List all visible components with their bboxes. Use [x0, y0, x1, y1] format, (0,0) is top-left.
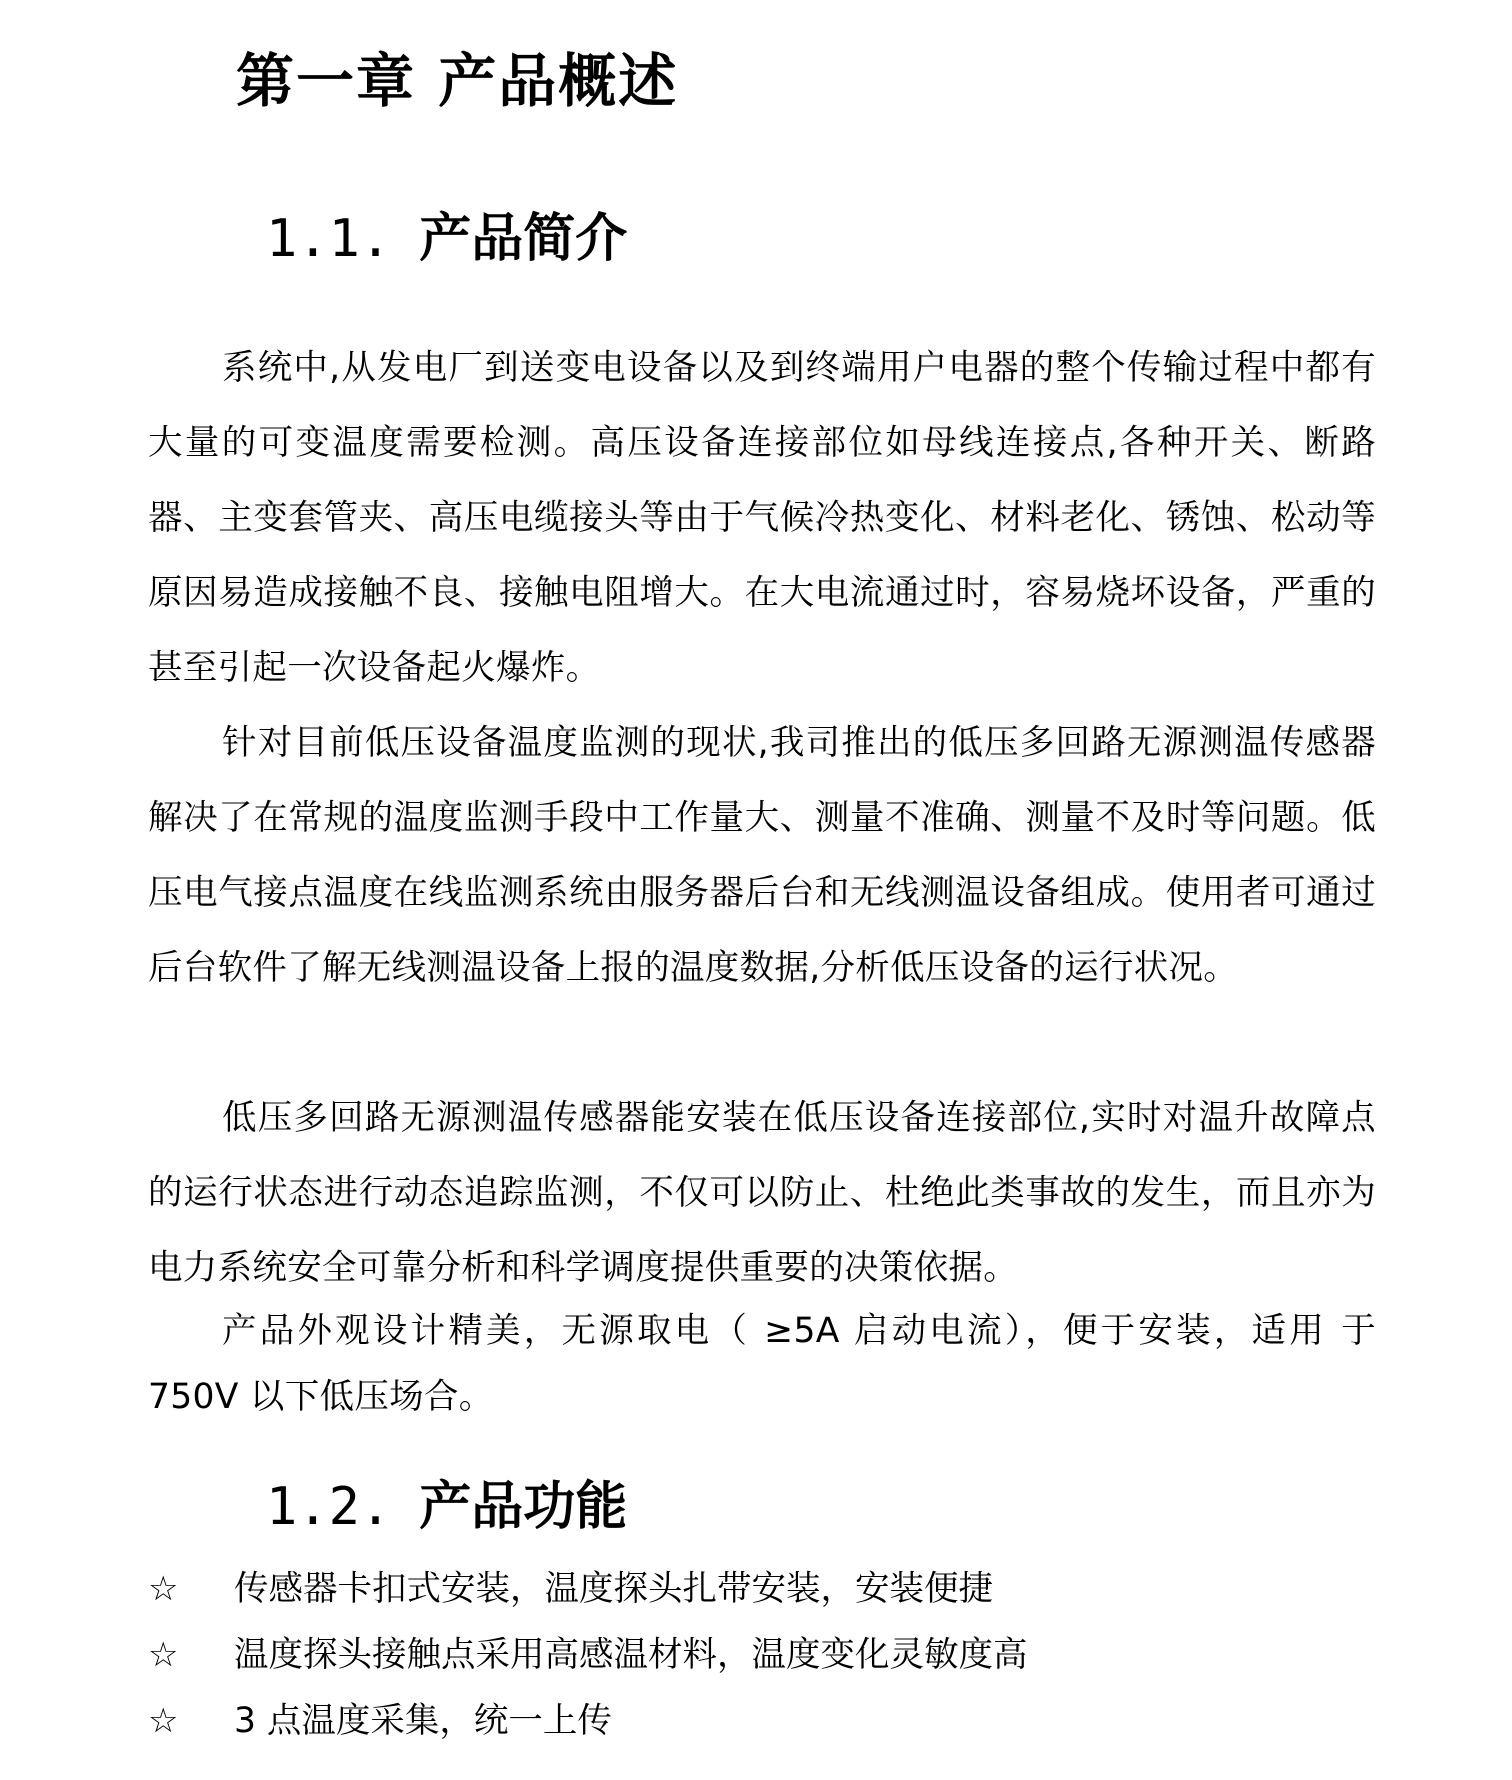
list-item	[148, 1622, 1028, 1688]
section-title-text: 产品功能	[419, 1477, 628, 1537]
feature-text: 温度探头接触点采用高感温材料，温度变化灵敏度高	[234, 1635, 1028, 1675]
feature-text: 3 点温度采集，统一上传	[234, 1701, 612, 1741]
feature-list	[148, 1556, 1028, 1754]
feature-text: 传感器卡扣式安装，温度探头扎带安装，安装便捷	[234, 1569, 993, 1609]
section-number: 1.2.	[266, 1477, 392, 1537]
section-title-product-functions	[266, 1464, 627, 1539]
list-item	[148, 1688, 1028, 1754]
paragraph-system-overview: 系统中,从发电厂到送变电设备以及到终端用户电器的整个传输过程中都有大量的可变温度需要检测。高压设备连接部位如母线连接点,各种开关、断路器、主变套管夹、高压电缆接头等由于气候冷热变化、材料老化、锈蚀、松动等原因易造成接触不良、接触电阻增大。在大电流通过时，容易烧坏设备，严重的甚至引起一次设备起火爆炸。	[148, 348, 1376, 688]
star-bullet-icon: ☆	[148, 1701, 179, 1741]
list-item	[148, 1556, 1028, 1622]
section-title-product-intro	[266, 196, 627, 271]
paragraph-product-appearance: 产品外观设计精美，无源取电（ ≥5A 启动电流），便于安装，适用 于750V 以下低压场合。	[148, 1311, 1376, 1417]
section-number: 1.1.	[266, 209, 392, 269]
star-bullet-icon: ☆	[148, 1635, 179, 1675]
paragraph-sensor-installation: 低压多回路无源测温传感器能安装在低压设备连接部位,实时对温升故障点的运行状态进行动态追踪监测，不仅可以防止、杜绝此类事故的发生，而且亦为电力系统安全可靠分析和科学调度提供重要的决策依据。	[148, 1098, 1376, 1288]
paragraph-monitoring-solution: 针对目前低压设备温度监测的现状,我司推出的低压多回路无源测温传感器解决了在常规的温度监测手段中工作量大、测量不准确、测量不及时等问题。低压电气接点温度在线监测系统由服务器后台和无线测温设备组成。使用者可通过后台软件了解无线测温设备上报的温度数据,分析低压设备的运行状况。	[148, 723, 1376, 988]
section-title-text: 产品简介	[419, 209, 628, 269]
chapter-title: 第一章 产品概述	[236, 47, 679, 115]
star-bullet-icon: ☆	[148, 1569, 179, 1609]
